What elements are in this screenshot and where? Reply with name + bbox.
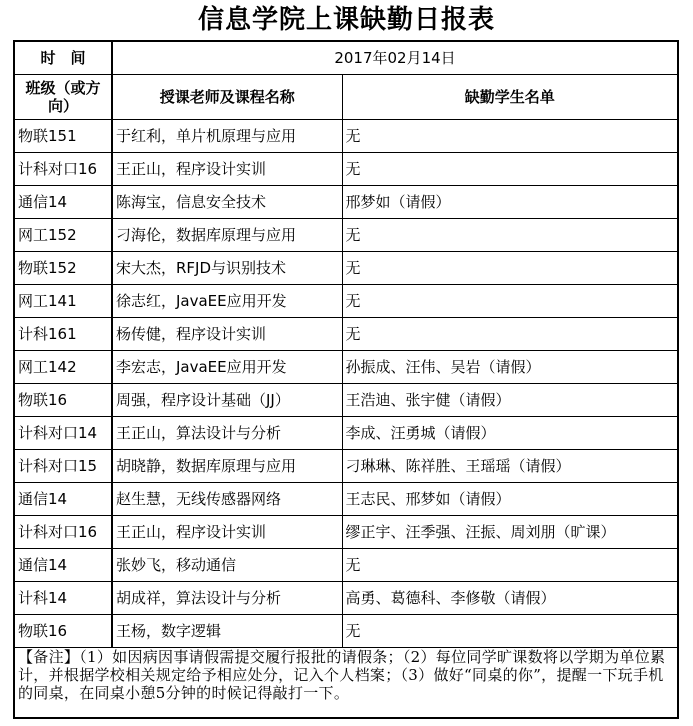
table-row: [14, 284, 678, 317]
absent-students-cell: 无: [342, 614, 678, 647]
class-cell: 计科对口15: [14, 449, 112, 482]
teacher-course-header: 授课老师及课程名称: [112, 74, 342, 119]
class-cell: 计科对口16: [14, 515, 112, 548]
teacher-course-cell: 王正山，程序设计实训: [112, 152, 342, 185]
notes-text: 【备注】（1）如因病因事请假需提交履行报批的请假条；（2）每位同学旷课数将以学期为单位累计，并根据学校相关规定给予相应处分，记入个人档案；（3）做好“同桌的你”，提醒一下玩手机的同桌，在同桌小憩5分钟的时候记得敲打一下。: [14, 647, 678, 718]
absent-students-cell: 无: [342, 317, 678, 350]
time-label: 时 间: [14, 41, 112, 74]
absent-students-cell: 缪正宇、汪季强、汪振、周刘朋（旷课）: [342, 515, 678, 548]
class-cell: 通信14: [14, 482, 112, 515]
teacher-course-cell: 于红利，单片机原理与应用: [112, 119, 342, 152]
class-cell: 通信14: [14, 548, 112, 581]
class-cell: 计科161: [14, 317, 112, 350]
teacher-course-cell: 周强，程序设计基础（JJ）: [112, 383, 342, 416]
teacher-course-cell: 王正山，算法设计与分析: [112, 416, 342, 449]
absent-students-cell: 王浩迪、张宇健（请假）: [342, 383, 678, 416]
table-row: [14, 614, 678, 647]
absent-students-cell: 无: [342, 284, 678, 317]
teacher-course-cell: 李宏志，JavaEE应用开发: [112, 350, 342, 383]
date-row: [14, 41, 678, 74]
class-cell: 物联16: [14, 614, 112, 647]
table-row: [14, 350, 678, 383]
absent-students-cell: 刁琳琳、陈祥胜、王瑶瑶（请假）: [342, 449, 678, 482]
table-row: [14, 317, 678, 350]
class-cell: 网工141: [14, 284, 112, 317]
teacher-course-cell: 胡晓静，数据库原理与应用: [112, 449, 342, 482]
table-row: [14, 218, 678, 251]
header-row: [14, 74, 678, 119]
class-cell: 计科14: [14, 581, 112, 614]
table-row: [14, 482, 678, 515]
teacher-course-cell: 徐志红，JavaEE应用开发: [112, 284, 342, 317]
class-cell: 物联152: [14, 251, 112, 284]
absent-students-header: 缺勤学生名单: [342, 74, 678, 119]
table-row: [14, 152, 678, 185]
absent-students-cell: 无: [342, 548, 678, 581]
class-header: 班级（或方向）: [14, 74, 112, 119]
teacher-course-cell: 陈海宝，信息安全技术: [112, 185, 342, 218]
absent-students-cell: 无: [342, 218, 678, 251]
absent-students-cell: 高勇、葛德科、李修敬（请假）: [342, 581, 678, 614]
class-cell: 计科对口14: [14, 416, 112, 449]
table-row: [14, 251, 678, 284]
table-row: [14, 119, 678, 152]
table-row: [14, 185, 678, 218]
absent-students-cell: 无: [342, 251, 678, 284]
table-row: [14, 416, 678, 449]
absent-students-cell: 无: [342, 119, 678, 152]
report-title: 信息学院上课缺勤日报表: [197, 5, 495, 35]
report-date: 2017年02月14日: [112, 41, 678, 74]
teacher-course-cell: 王杨，数字逻辑: [112, 614, 342, 647]
table-row: [14, 548, 678, 581]
notes-row: [14, 647, 678, 718]
absent-students-cell: 孙振成、汪伟、吴岩（请假）: [342, 350, 678, 383]
teacher-course-cell: 杨传健，程序设计实训: [112, 317, 342, 350]
class-cell: 物联151: [14, 119, 112, 152]
teacher-course-cell: 胡成祥，算法设计与分析: [112, 581, 342, 614]
class-cell: 计科对口16: [14, 152, 112, 185]
table-row: [14, 383, 678, 416]
teacher-course-cell: 刁海伦，数据库原理与应用: [112, 218, 342, 251]
absent-students-cell: 无: [342, 152, 678, 185]
teacher-course-cell: 张妙飞，移动通信: [112, 548, 342, 581]
table-row: [14, 581, 678, 614]
absent-students-cell: 邢梦如（请假）: [342, 185, 678, 218]
teacher-course-cell: 王正山，程序设计实训: [112, 515, 342, 548]
table-row: [14, 449, 678, 482]
teacher-course-cell: 宋大杰，RFJD与识别技术: [112, 251, 342, 284]
absent-students-cell: 王志民、邢梦如（请假）: [342, 482, 678, 515]
table-row: [14, 515, 678, 548]
class-cell: 物联16: [14, 383, 112, 416]
class-cell: 网工142: [14, 350, 112, 383]
class-cell: 网工152: [14, 218, 112, 251]
teacher-course-cell: 赵生慧，无线传感器网络: [112, 482, 342, 515]
absent-students-cell: 李成、汪勇城（请假）: [342, 416, 678, 449]
attendance-table: [13, 40, 679, 719]
class-cell: 通信14: [14, 185, 112, 218]
